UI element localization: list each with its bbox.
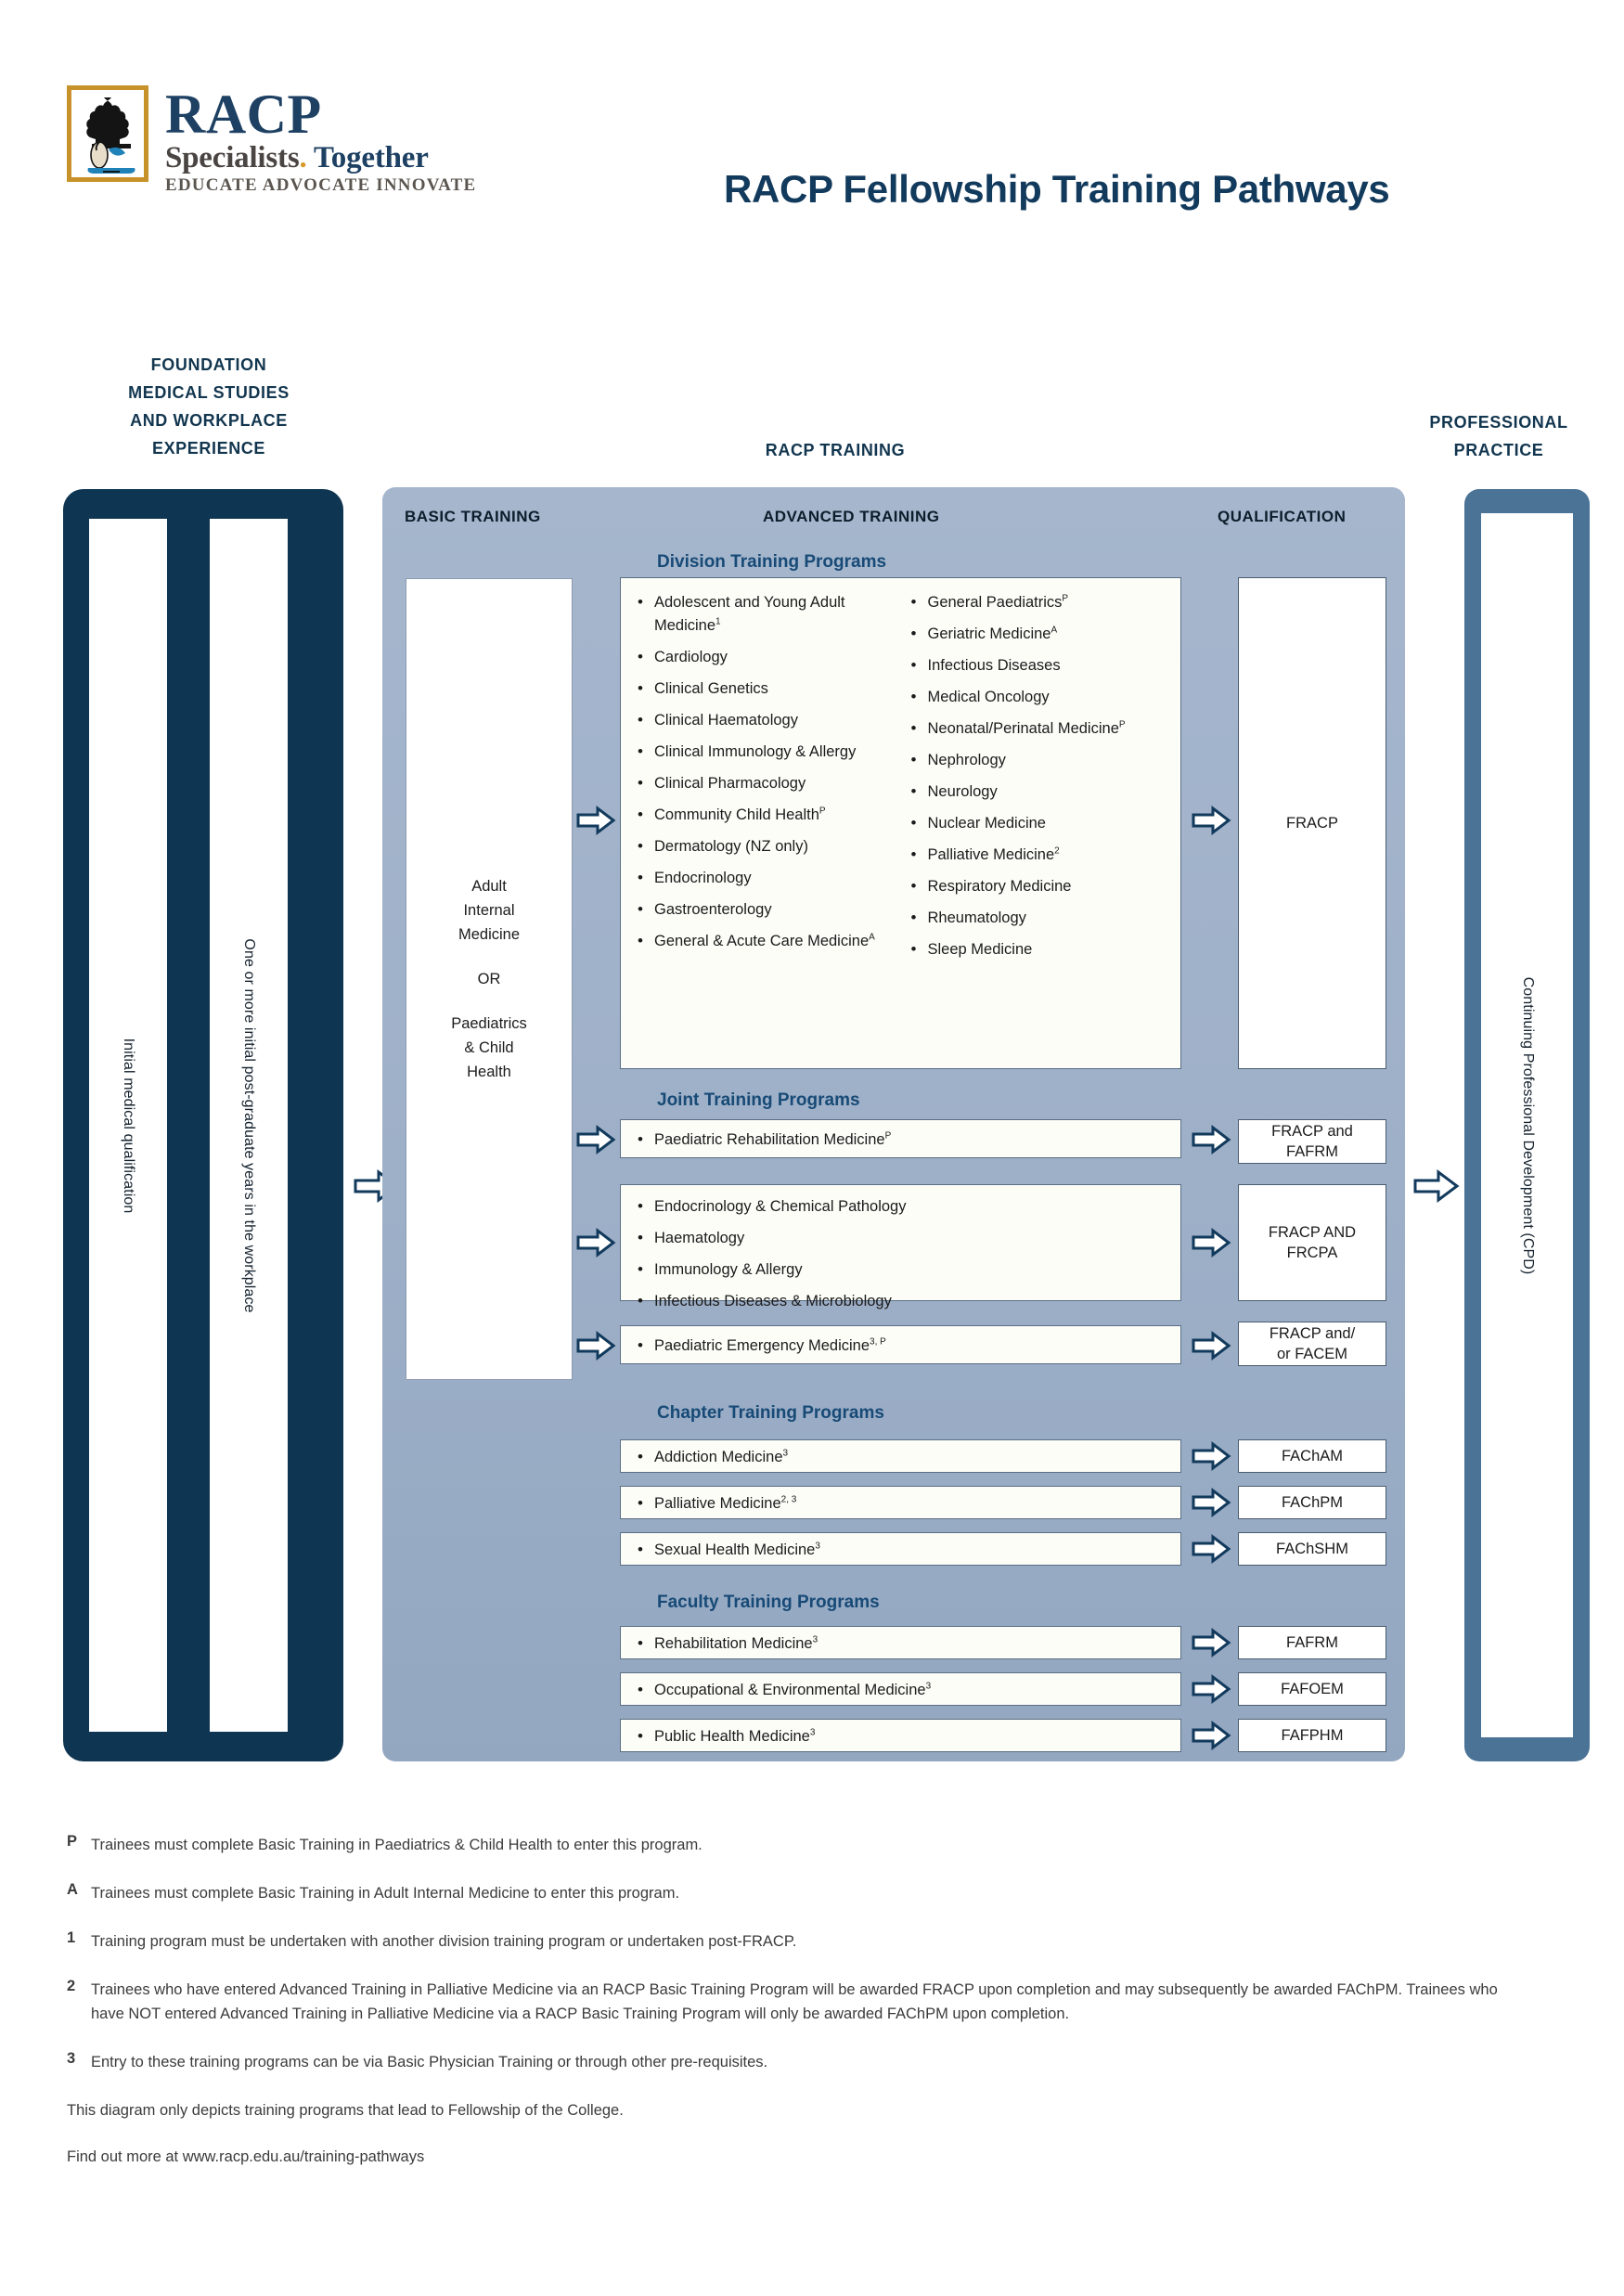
- qualification-box-fracp-frcpa: [1238, 1184, 1386, 1301]
- program-list-item: • Neonatal/Perinatal Medicine$^P$: [908, 717, 1172, 741]
- qualification-box-fafoem: [1238, 1672, 1386, 1706]
- logo-specialists: Specialists: [165, 141, 300, 174]
- page-title: RACP Fellowship Training Pathways: [724, 167, 1390, 211]
- program-list-item: • Palliative Medicine$^{2, 3}$: [634, 1492, 1180, 1516]
- program-footnote-marker: A: [869, 932, 875, 943]
- program-footnote-marker: 3, P: [870, 1336, 886, 1348]
- stage-header-basic: BASIC TRAINING: [405, 508, 541, 525]
- arrow-basic-to-joint-row2-icon: [575, 1227, 616, 1258]
- chapter-programs-box-row3: [620, 1532, 1181, 1566]
- group-heading-joint: Joint Training Programs: [657, 1090, 860, 1110]
- arrow-division-to-fracp-icon: [1191, 805, 1231, 836]
- qualification-label: FAFOEM: [1281, 1681, 1344, 1697]
- foundation-panel: [63, 489, 343, 1761]
- program-footnote-marker: 3: [815, 1541, 820, 1552]
- arrow-joint-row3-to-qualification-icon: [1191, 1330, 1231, 1361]
- arrow-joint-row2-to-qualification-icon: [1191, 1227, 1231, 1258]
- faculty-programs-list: [621, 1673, 1180, 1702]
- faculty-programs-list: [621, 1627, 1180, 1656]
- faculty-programs-list: [621, 1720, 1180, 1748]
- chapter-programs-list: [621, 1533, 1180, 1562]
- footnote-row: [67, 1929, 1570, 1954]
- qualification-box-fracp: [1238, 577, 1386, 1069]
- footnote-key: P: [67, 1833, 78, 1850]
- diagram-scope-note: This diagram only depicts training programs that lead to Fellowship of the College.: [67, 2102, 624, 2119]
- program-list-item: • Endocrinology: [634, 867, 898, 890]
- division-programs-right-list: [908, 591, 1172, 961]
- logo-brand: RACP: [165, 84, 322, 145]
- program-list-item: • Infectious Diseases & Microbiology: [634, 1290, 1180, 1313]
- joint-programs-box-row1: [620, 1119, 1181, 1158]
- program-list-item: • Cardiology: [634, 646, 898, 669]
- division-programs-left-list: [634, 591, 898, 953]
- footnote-key: A: [67, 1881, 78, 1898]
- cpd-label: Continuing Professional Development (CPD): [1519, 976, 1536, 1274]
- arrow-basic-to-joint-row3-icon: [575, 1330, 616, 1361]
- program-footnote-marker: 1: [715, 616, 721, 627]
- program-list-item: • Gastroenterology: [634, 898, 898, 922]
- program-list-item: • Clinical Genetics: [634, 677, 898, 701]
- logo-tagline: [165, 141, 476, 174]
- group-heading-chapter: Chapter Training Programs: [657, 1403, 884, 1423]
- program-footnote-marker: 2: [1054, 845, 1060, 857]
- qualification-label-line1: FRACP and/: [1269, 1325, 1356, 1342]
- faculty-programs-box-row2: [620, 1672, 1181, 1706]
- qualification-box-facham: [1238, 1439, 1386, 1473]
- footnote-text: Trainees who have entered Advanced Training in Palliative Medicine via an RACP Basic Training Program will be awarded FRACP upon completion and may subsequently be awarded FAChPM. Trainees who have NOT entered Advanced Training in Palliative Medicine via a RACP Basic Training Program will only be awarded FAChPM upon completion.: [91, 1981, 1498, 2022]
- program-footnote-marker: 3: [809, 1727, 816, 1738]
- footnote-row: [67, 2050, 1570, 2074]
- program-list-item: • Nuclear Medicine: [908, 812, 1172, 835]
- program-list-item: • Nephrology: [908, 749, 1172, 772]
- professional-practice-caption: PROFESSIONAL PRACTICE: [1429, 413, 1568, 459]
- group-heading-division: Division Training Programs: [657, 552, 887, 572]
- racp-training-caption: RACP TRAINING: [765, 441, 906, 459]
- division-programs-box: [620, 577, 1181, 1069]
- qualification-box-fafrm: [1238, 1626, 1386, 1659]
- qualification-label-line2: FRCPA: [1286, 1245, 1338, 1261]
- qualification-label: FRACP: [1286, 815, 1338, 832]
- arrow-basic-to-division-icon: [575, 805, 616, 836]
- basic-option-line: Health: [467, 1064, 511, 1080]
- arrow-basic-to-joint-row1-icon: [575, 1124, 616, 1155]
- program-list-item: • Adolescent and Young Adult Medicine$^1$: [634, 591, 898, 638]
- arrow-chapter-row3-to-qualification-icon: [1191, 1533, 1231, 1565]
- arrow-faculty-row2-to-qualification-icon: [1191, 1673, 1231, 1705]
- joint-programs-list: [621, 1185, 1180, 1313]
- program-list-item: • Occupational & Environmental Medicine$^3$: [634, 1679, 1180, 1702]
- qualification-box-fracp-facem: [1238, 1322, 1386, 1366]
- program-footnote-marker: P: [1118, 719, 1126, 730]
- program-list-item: • Rehabilitation Medicine$^3$: [634, 1632, 1180, 1656]
- program-list-item: • Immunology & Allergy: [634, 1258, 1180, 1282]
- joint-programs-box-row2: [620, 1184, 1181, 1309]
- footnote-row: [67, 1881, 1570, 1905]
- program-list-item: • Community Child Health$^P$: [634, 804, 898, 827]
- racp-crest-icon: [67, 85, 148, 182]
- program-list-item: • Clinical Immunology & Allergy: [634, 741, 898, 764]
- faculty-programs-box-row3: [620, 1719, 1181, 1752]
- footnote-row: [67, 1833, 1570, 1857]
- qualification-box-fachshm: [1238, 1532, 1386, 1566]
- footnote-key: 3: [67, 2050, 76, 2067]
- footnotes: [67, 1833, 1570, 2191]
- footnote-text: Trainees must complete Basic Training in Paediatrics & Child Health to enter this program.: [91, 1837, 702, 1853]
- program-list-item: • General Paediatrics$^P$: [908, 591, 1172, 614]
- stage-header-advanced: ADVANCED TRAINING: [763, 508, 940, 525]
- footnote-text: Training program must be undertaken with another division training program or undertaken post-FRACP.: [91, 1933, 797, 1950]
- program-footnote-marker: A: [1050, 625, 1058, 636]
- chapter-programs-box-row2: [620, 1486, 1181, 1519]
- qualification-label-line1: FRACP AND: [1268, 1224, 1357, 1241]
- program-footnote-marker: 3: [812, 1634, 818, 1645]
- program-footnote-marker: 3: [925, 1681, 932, 1692]
- basic-option-line: Adult: [471, 878, 507, 895]
- program-list-item: • Rheumatology: [908, 907, 1172, 930]
- program-list-item: • Respiratory Medicine: [908, 875, 1172, 898]
- program-list-item: • Neurology: [908, 780, 1172, 804]
- joint-programs-list: [621, 1326, 1180, 1358]
- basic-training-options: [406, 874, 572, 1084]
- foundation-bar-label: Initial medical qualification: [121, 1038, 136, 1213]
- joint-programs-box-row3: [620, 1325, 1181, 1364]
- arrow-chapter-row2-to-qualification-icon: [1191, 1487, 1231, 1518]
- logo-values: EDUCATE ADVOCATE INNOVATE: [165, 175, 477, 195]
- program-list-item: • Addiction Medicine$^3$: [634, 1446, 1180, 1469]
- qualification-label: FAChSHM: [1276, 1541, 1348, 1557]
- basic-option-line: Medicine: [458, 926, 521, 943]
- footnote-row: [67, 1978, 1570, 2026]
- chapter-programs-box-row1: [620, 1439, 1181, 1473]
- basic-option-line: Internal: [463, 902, 515, 919]
- qualification-box-fafphm: [1238, 1719, 1386, 1752]
- program-footnote-marker: P: [818, 806, 826, 817]
- program-list-item: • Dermatology (NZ only): [634, 835, 898, 858]
- qualification-label: FAFRM: [1286, 1634, 1338, 1651]
- page-header: [0, 0, 1624, 278]
- cpd-bar: [1481, 513, 1573, 1737]
- logo-dot: .: [299, 141, 307, 174]
- crest-artwork: [75, 94, 148, 181]
- program-list-item: • Infectious Diseases: [908, 654, 1172, 677]
- footnote-text: Trainees must complete Basic Training in Adult Internal Medicine to enter this program.: [91, 1885, 680, 1902]
- footnote-key: 1: [67, 1929, 76, 1946]
- qualification-label: FAChAM: [1281, 1448, 1344, 1464]
- arrow-faculty-row3-to-qualification-icon: [1191, 1720, 1231, 1751]
- arrow-qualification-to-cpd-icon: [1412, 1167, 1461, 1205]
- foundation-bar-label: One or more initial post-graduate years in the workplace: [241, 937, 257, 1313]
- program-list-item: • Sleep Medicine: [908, 938, 1172, 961]
- footnote-key: 2: [67, 1978, 76, 1994]
- basic-option-line: Paediatrics: [451, 1015, 527, 1032]
- program-footnote-marker: 2, 3: [780, 1494, 797, 1505]
- program-footnote-marker: P: [1062, 593, 1069, 604]
- program-list-item: • Public Health Medicine$^3$: [634, 1725, 1180, 1748]
- joint-programs-list: [621, 1120, 1180, 1152]
- program-list-item: • Paediatric Emergency Medicine$^{3, P}$: [634, 1335, 1180, 1358]
- arrow-faculty-row1-to-qualification-icon: [1191, 1627, 1231, 1658]
- arrow-chapter-row1-to-qualification-icon: [1191, 1440, 1231, 1472]
- qualification-label-line2: or FACEM: [1276, 1346, 1348, 1362]
- chapter-programs-list: [621, 1487, 1180, 1516]
- foundation-caption: FOUNDATION MEDICAL STUDIES AND WORKPLACE EXPERIENCE: [128, 355, 290, 458]
- program-list-item: • Geriatric Medicine$^A$: [908, 623, 1172, 646]
- qualification-box-fracp-fafrm: [1238, 1119, 1386, 1164]
- program-list-item: • Clinical Pharmacology: [634, 772, 898, 795]
- racp-logo: [67, 85, 476, 197]
- arrow-joint-row1-to-qualification-icon: [1191, 1124, 1231, 1155]
- footnote-text: Entry to these training programs can be via Basic Physician Training or through other pre-requisites.: [91, 2054, 768, 2070]
- professional-practice-panel: [1464, 489, 1590, 1761]
- program-list-item: • Paediatric Rehabilitation Medicine$^P$: [634, 1129, 1180, 1152]
- qualification-label-line2: FAFRM: [1286, 1143, 1338, 1160]
- program-footnote-marker: 3: [782, 1448, 789, 1459]
- foundation-bar-initial-qualification: [89, 519, 167, 1732]
- stage-header-qualification: QUALIFICATION: [1218, 508, 1347, 525]
- group-heading-faculty: Faculty Training Programs: [657, 1593, 880, 1612]
- program-list-item: • Endocrinology & Chemical Pathology: [634, 1195, 1180, 1219]
- program-footnote-marker: P: [884, 1130, 892, 1142]
- faculty-programs-box-row1: [620, 1626, 1181, 1659]
- program-list-item: • Haematology: [634, 1227, 1180, 1250]
- find-out-more-note: Find out more at www.racp.edu.au/training-pathways: [67, 2148, 425, 2165]
- qualification-label-line1: FRACP and: [1271, 1123, 1353, 1140]
- program-list-item: • Clinical Haematology: [634, 709, 898, 732]
- qualification-box-fachpm: [1238, 1486, 1386, 1519]
- foundation-bar-postgraduate-years: [210, 519, 288, 1732]
- qualification-label: FAChPM: [1281, 1494, 1344, 1511]
- basic-option-connector: OR: [477, 971, 501, 987]
- qualification-label: FAFPHM: [1281, 1727, 1344, 1744]
- logo-together: Together: [314, 141, 429, 174]
- program-list-item: • Sexual Health Medicine$^3$: [634, 1539, 1180, 1562]
- basic-training-box: [406, 578, 573, 1380]
- program-list-item: • Medical Oncology: [908, 686, 1172, 709]
- program-list-item: • General & Acute Care Medicine$^A$: [634, 930, 898, 953]
- basic-option-line: & Child: [464, 1039, 514, 1056]
- program-list-item: • Palliative Medicine$^2$: [908, 844, 1172, 867]
- chapter-programs-list: [621, 1440, 1180, 1469]
